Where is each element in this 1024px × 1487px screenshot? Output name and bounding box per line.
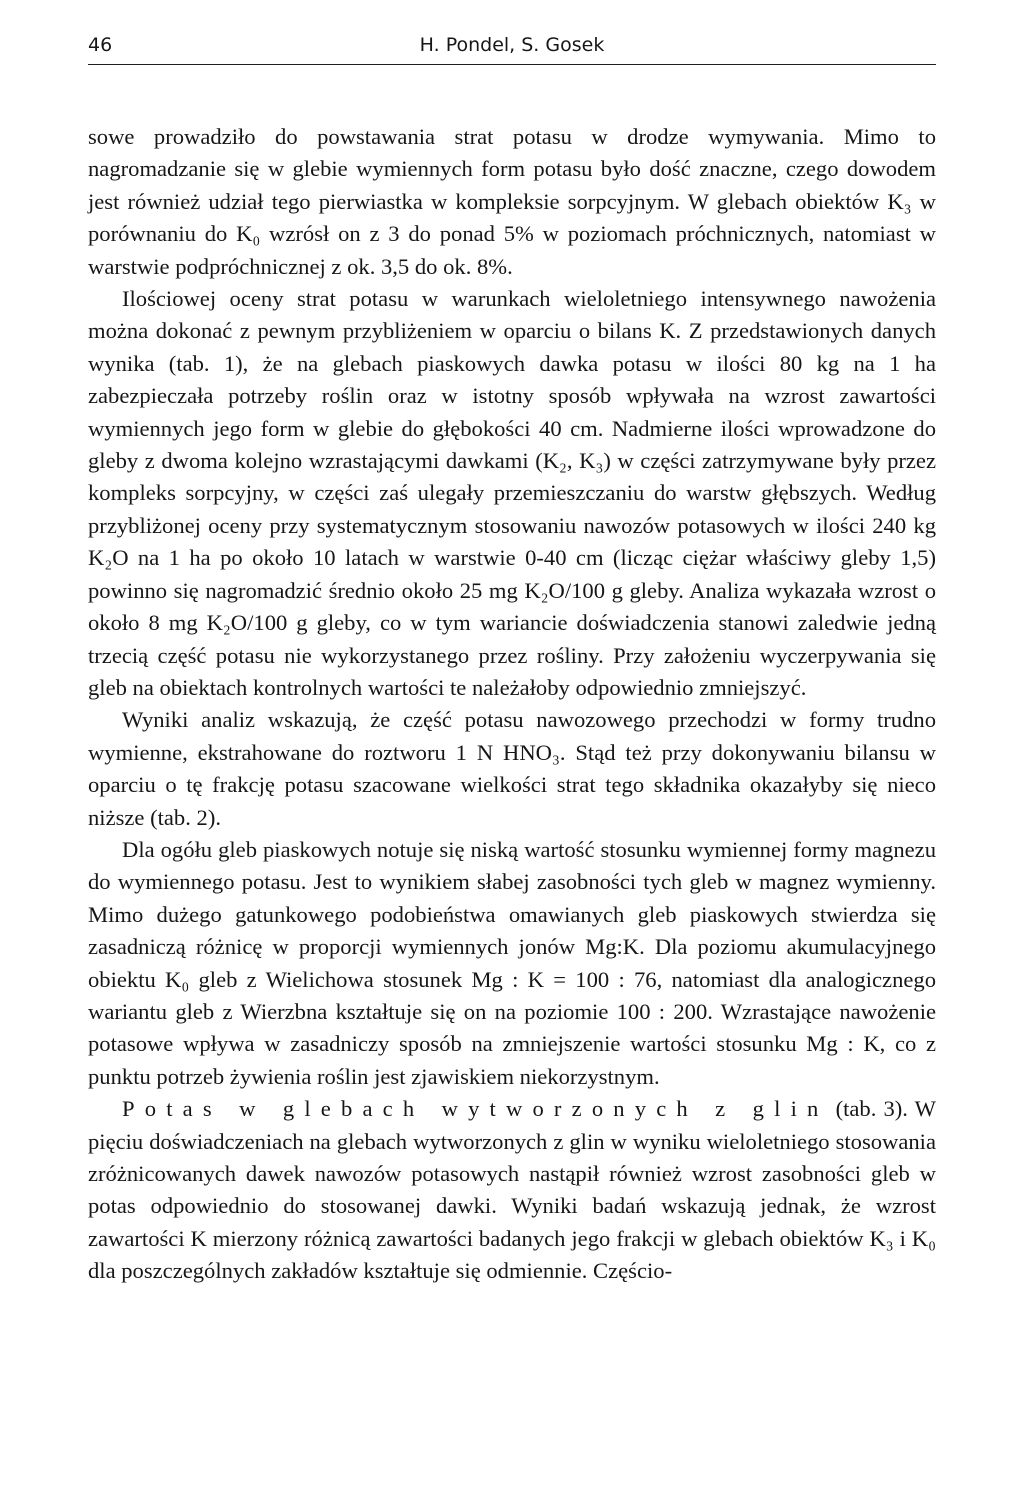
paragraph-potassium-balance: Ilościowej oceny strat potasu w warunkach wieloletniego intensywnego nawożenia można dokonać z pewnym przybliżeniem w oparciu o bilans K. Z przedstawionych danych wynika (tab. 1), że na glebach piaskowych dawka potasu w ilości 80 kg na 1 ha zabezpieczała potrzeby roślin oraz w istotny sposób wpływała na wzrost zawartości wymiennych jego form w glebie do głębokości 40 cm. Nadmierne ilości wprowadzone do gleby z dwoma kolejno wzrastającymi dawkami (K₂, K₃) w części zatrzymywane były przez kompleks sorpcyjny, w części zaś ulegały przemieszczaniu do warstw głębszych. Według przybliżonej oceny przy systematycznym stosowaniu nawozów potasowych w ilości 240 kg K₂O na 1 ha po około 10 latach w warstwie 0-40 cm (licząc ciężar właściwy gleby 1,5) powinno się nagromadzić średnio około 25 mg K₂O/100 g gleby. Analiza wykazała wzrost o około 8 mg K₂O/100 g gleby, co w tym wariancie doświadczenia stanowi zaledwie jedną trzecią część potasu nie wykorzystanego przez rośliny. Przy założeniu wyczerpywania się gleb na obiektach kontrolnych wartości te należałoby odpowiednio zmniejszyć. (88, 286, 936, 700)
article-body (88, 121, 936, 1288)
section-heading-ref: (tab. 3). (828, 1096, 908, 1122)
paragraph-mg-k-ratio: Dla ogółu gleb piaskowych notuje się niską wartość stosunku wymiennej formy magnezu do wymiennego potasu. Jest to wynikiem słabej zasobności tych gleb w magnez wymienny. Mimo dużego gatunkowego podobieństwa omawianych gleb piaskowych stwierdza się zasadniczą różnicę w proporcji wymiennych jonów Mg:K. Dla poziomu akumulacyjnego obiektu K₀ gleb z Wielichowa stosunek Mg : K = 100 : 76, natomiast dla analogicznego wariantu gleb z Wierzbna kształtuje się on na poziomie 100 : 200. Wzrastające nawożenie potasowe wpływa w zasadniczy sposób na zmniejszenie wartości stosunku Mg : K, co z punktu potrzeb żywienia roślin jest zjawiskiem niekorzystnym. (88, 836, 936, 1089)
paragraph-hno3-fraction: Wyniki analiz wskazują, że część potasu nawozowego przechodzi w formy trudno wymienne, ekstrahowane do roztworu 1 N HNO₃. Stąd też przy dokonywaniu bilansu w oparciu o tę frakcję potasu szacowane wielkości strat tego składnika okazałyby się nieco niższe (tab. 2). (88, 707, 936, 830)
paragraph-clay-soils (88, 1093, 936, 1287)
running-header (88, 28, 936, 65)
page-number: 46 (88, 34, 113, 56)
paragraph-continuation: sowe prowadziło do powstawania strat potasu w drodze wymywania. Mimo to nagromadzanie się w glebie wymiennych form potasu było dość znaczne, czego dowodem jest również udział tego pierwiastka w kompleksie sorpcyjnym. W glebach obiektów K₃ w porównaniu do K₀ wzrósł on z 3 do ponad 5% w poziomach próchnicznych, natomiast w warstwie podpróchnicznej z ok. 3,5 do ok. 8%. (88, 124, 936, 279)
paragraph-clay-soils-text: W pięciu doświadczeniach na glebach wytworzonych z glin w wyniku wieloletniego stosowania zróżnicowanych dawek nawozów potasowych nastąpił również wzrost zasobności gleb w potas odpowiednio do stosowanej dawki. Wyniki badań wskazują jednak, że wzrost zawartości K mierzony różnicą zawartości badanych jego frakcji w glebach obiektów K₃ i K₀ dla poszczególnych zakładów kształtuje się odmiennie. Częścio- (88, 1096, 936, 1284)
section-heading-spaced: Potas w glebach wytworzonych z glin (122, 1096, 829, 1122)
page (88, 28, 936, 1288)
running-head-authors: H. Pondel, S. Gosek (419, 34, 605, 56)
